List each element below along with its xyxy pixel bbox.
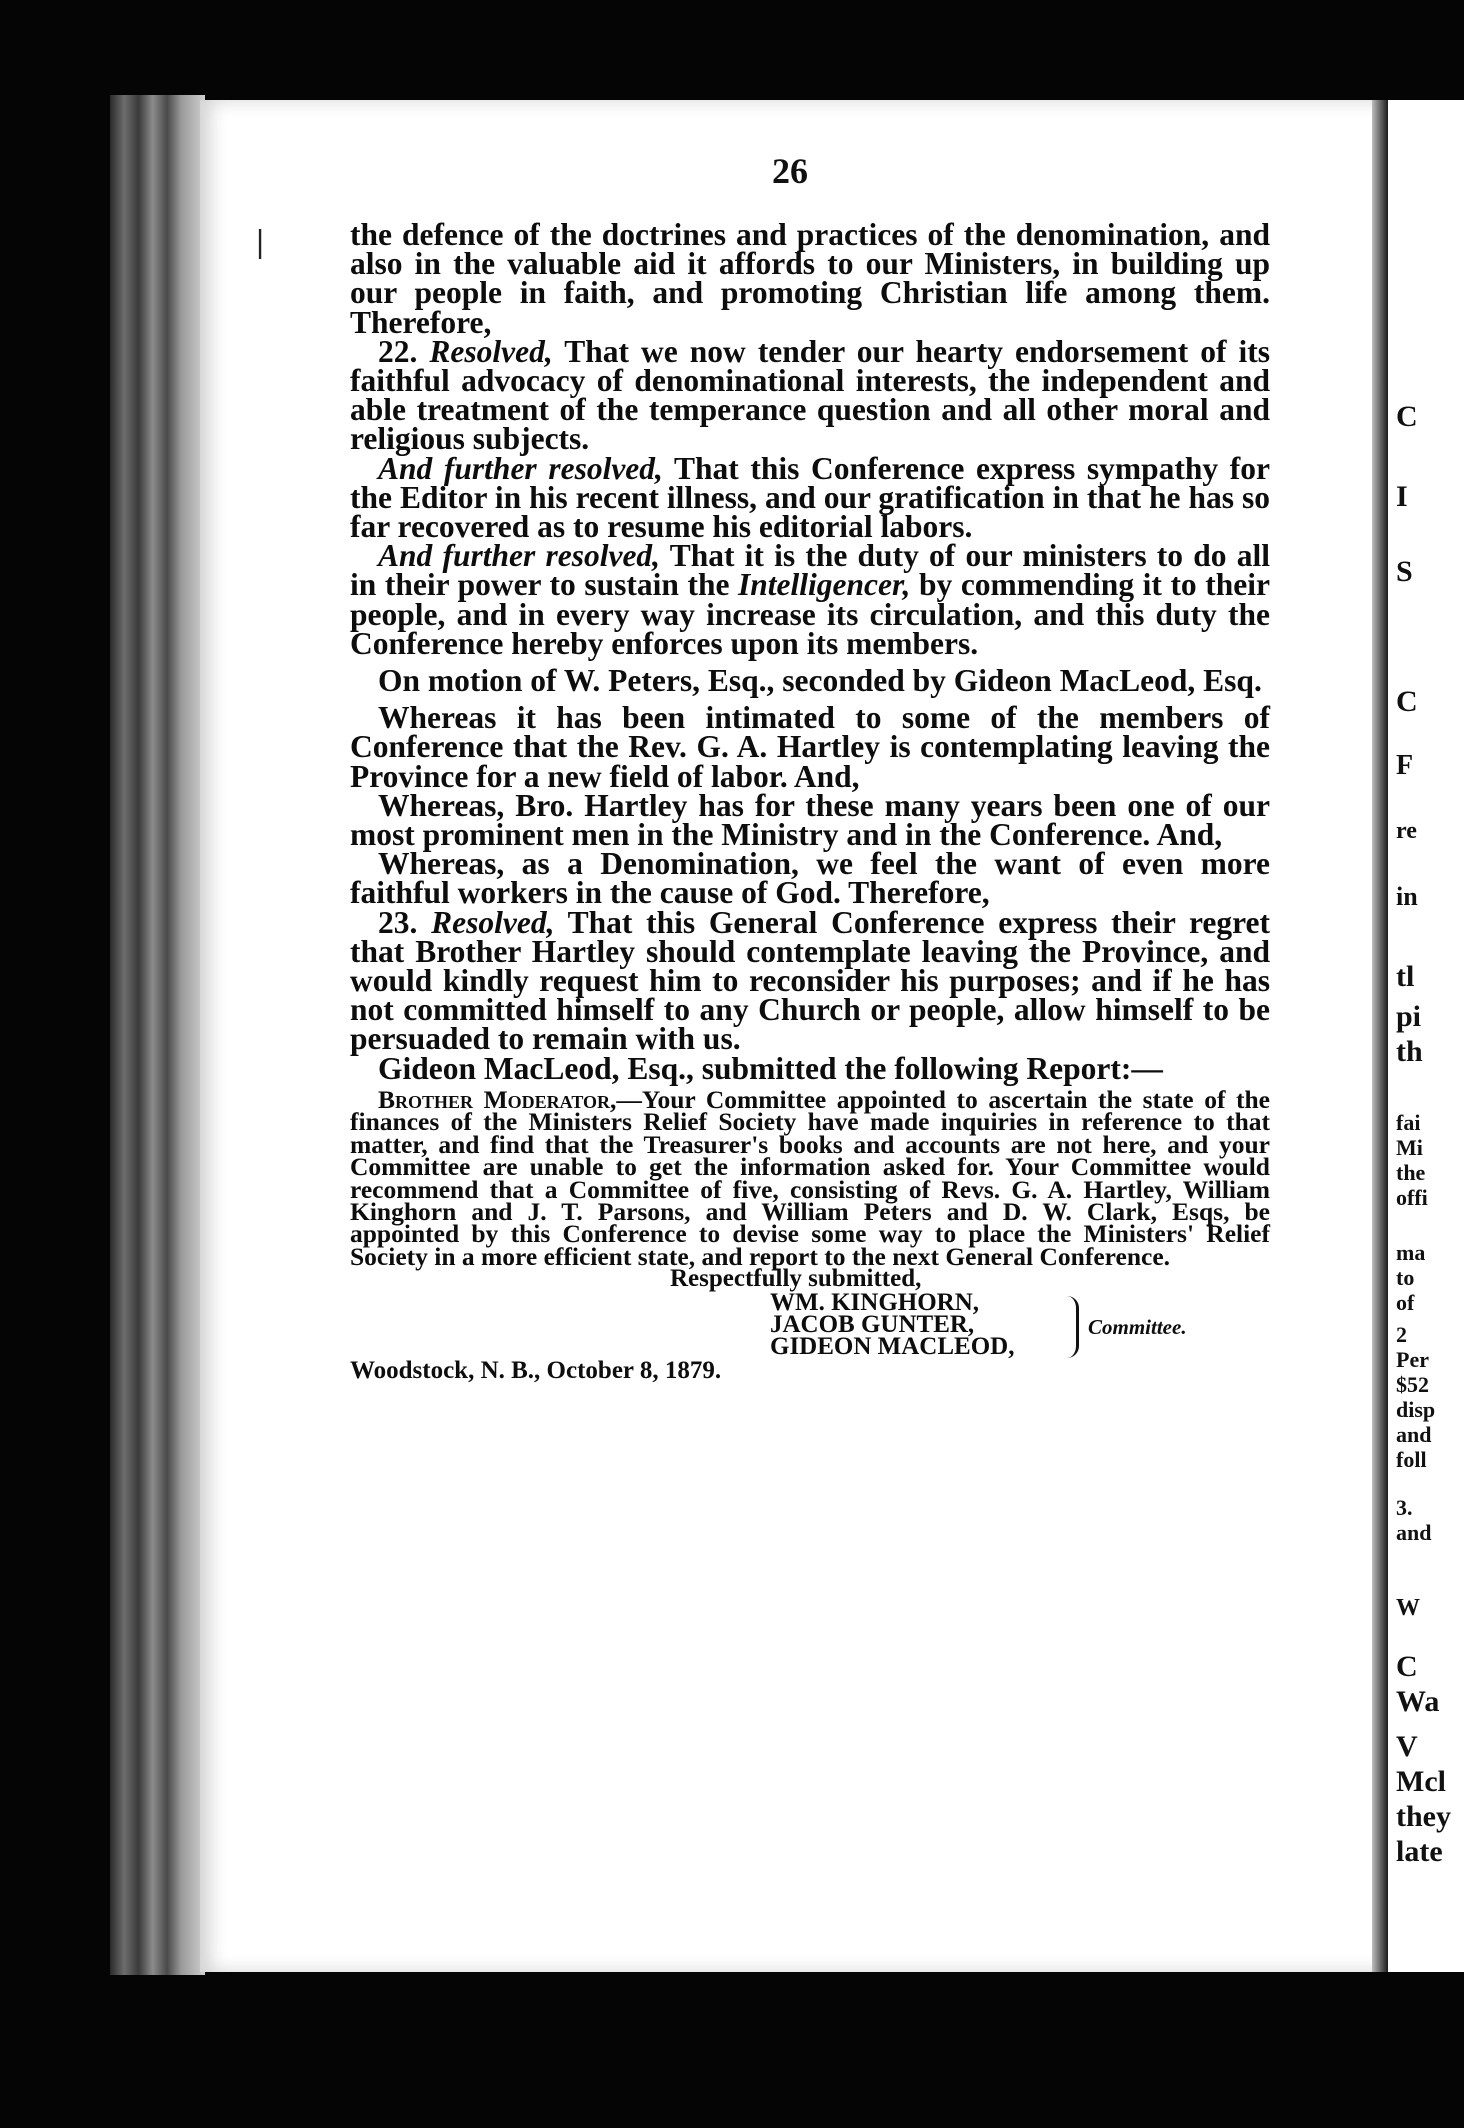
report-intro: Gideon MacLeod, Esq., submitted the following Report:—	[378, 1050, 1163, 1086]
report-signoff	[350, 1265, 1270, 1408]
adjacent-page-fragment: C	[1396, 400, 1418, 433]
adjacent-page-fragment: I	[1396, 480, 1408, 513]
signatory-name: GIDEON MACLEOD,	[770, 1333, 1015, 1361]
adjacent-page-fragment: re	[1396, 818, 1417, 844]
resolution-23: 23. Resolved, That this General Conference express their regret that Brother Hartley should contemplate leaving the Province, and would kindly request him to reconsider his purposes; and if he has not committed himself to any Church or people, allow himself to be persuaded to remain with us.	[350, 904, 1271, 1057]
adjacent-page-fragment: F	[1396, 750, 1414, 781]
adjacent-page-fragment: ma	[1396, 1240, 1426, 1265]
adjacent-page-fragment: th	[1396, 1035, 1423, 1068]
paragraph-continuation: the defence of the doctrines and practices of the denomination, and also in the valuable aid it affords to our Ministers, in building up our people in faith, and promoting Christian life among them. Therefore,	[350, 217, 1270, 340]
signatory-name: JACOB GUNTER,	[770, 1311, 975, 1339]
respectfully-submitted: Respectfully submitted,	[670, 1265, 922, 1293]
signatory-name: WM. KINGHORN,	[770, 1289, 980, 1317]
further-resolved-intelligencer: And further resolved, That it is the duty of our ministers to do all in their power to sustain the Intelligencer, by commending it to their people, and in every way increase its circulation, and this duty the Conference hereby enforces upon its members.	[350, 538, 1270, 661]
adjacent-page-fragment: Mi	[1396, 1135, 1423, 1160]
whereas-intimated: Whereas it has been intimated to some of the members of Conference that the Rev. G. A. Hartley is contemplating leaving the Province for a new field of labor. And,	[350, 700, 1270, 794]
page-number: 26	[772, 151, 808, 191]
adjacent-page-fragment: 3.	[1396, 1495, 1413, 1520]
book-binding-edge	[110, 95, 205, 1975]
adjacent-page-fragment: late	[1396, 1835, 1443, 1868]
adjacent-page-fragment: C	[1396, 685, 1418, 718]
adjacent-page-strip	[1388, 100, 1464, 1972]
resolution-22: 22. Resolved, That we now tender our hearty endorsement of its faithful advocacy of denominational interests, the independent and able treatment of the temperance question and all other moral and religious subjects.	[350, 333, 1270, 457]
brace-mark	[1062, 1296, 1079, 1358]
adjacent-page-fragment: to	[1396, 1265, 1415, 1290]
signatory-list	[770, 1289, 1015, 1361]
margin-mark: |	[255, 225, 266, 260]
adjacent-page-fragment: the	[1396, 1160, 1426, 1185]
adjacent-page-fragment: $52	[1396, 1372, 1429, 1397]
adjacent-page-fragment: C	[1396, 1650, 1418, 1683]
adjacent-page-fragment: tl	[1396, 960, 1415, 993]
adjacent-page-fragment: of	[1396, 1290, 1415, 1315]
place-and-date: Woodstock, N. B., October 8, 1879.	[350, 1357, 722, 1385]
further-resolved-editor: And further resolved, That this Conference express sympathy for the Editor in his recent illness, and our gratification in that he has so far recovered as to resume his editorial labors.	[350, 450, 1270, 545]
adjacent-page-fragment: Wa	[1396, 1685, 1440, 1718]
committee-report: Brother Moderator,—Your Committee appointed to ascertain the state of the finances of the Ministers Relief Society have made inquiries in reference to that matter, and find that the Treasurer's books and accounts are not here, and your Committee are unable to get the information asked for. Your Committee would recommend that a Committee of five, consisting of Revs. G. A. Hartley, William Kinghorn and J. T. Parsons, and William Peters and D. W. Clark, Esqs, be appointed by this Conference to devise some way to place the Ministers' Relief Society in a more efficient state, and report to the next General Conference.	[350, 1084, 1271, 1271]
whereas-hartley: Whereas, Bro. Hartley has for these many years been one of our most prominent men in the Ministry and in the Conference. And,	[350, 787, 1270, 853]
adjacent-page-fragment: W	[1396, 1595, 1420, 1621]
whereas-denomination: Whereas, as a Denomination, we feel the want of even more faithful workers in the cause of God. Therefore,	[350, 846, 1270, 911]
adjacent-page-fragment: foll	[1396, 1447, 1427, 1472]
adjacent-page-fragment: fai	[1396, 1110, 1421, 1135]
book-page	[200, 100, 1380, 1972]
page-body	[350, 217, 1271, 1408]
committee-label: Committee.	[1088, 1315, 1187, 1340]
adjacent-page-fragment: in	[1396, 882, 1418, 911]
adjacent-page-fragment: and	[1396, 1422, 1432, 1447]
motion-paragraph: On motion of W. Peters, Esq., seconded by Gideon MacLeod, Esq.	[378, 663, 1262, 699]
adjacent-page-fragment: 2	[1396, 1322, 1407, 1347]
adjacent-page-fragment: they	[1396, 1800, 1451, 1833]
adjacent-page-fragment: offi	[1396, 1185, 1428, 1210]
adjacent-page-fragment: disp	[1396, 1397, 1436, 1422]
adjacent-page-fragment: Per	[1396, 1347, 1429, 1372]
adjacent-page-fragment: Mcl	[1396, 1765, 1446, 1798]
adjacent-page-fragment: S	[1396, 555, 1413, 588]
adjacent-page-fragment: and	[1396, 1520, 1432, 1545]
adjacent-page-fragment: V	[1396, 1730, 1418, 1763]
adjacent-page-fragment: pi	[1396, 1000, 1422, 1033]
gutter-shadow	[1372, 100, 1388, 1972]
